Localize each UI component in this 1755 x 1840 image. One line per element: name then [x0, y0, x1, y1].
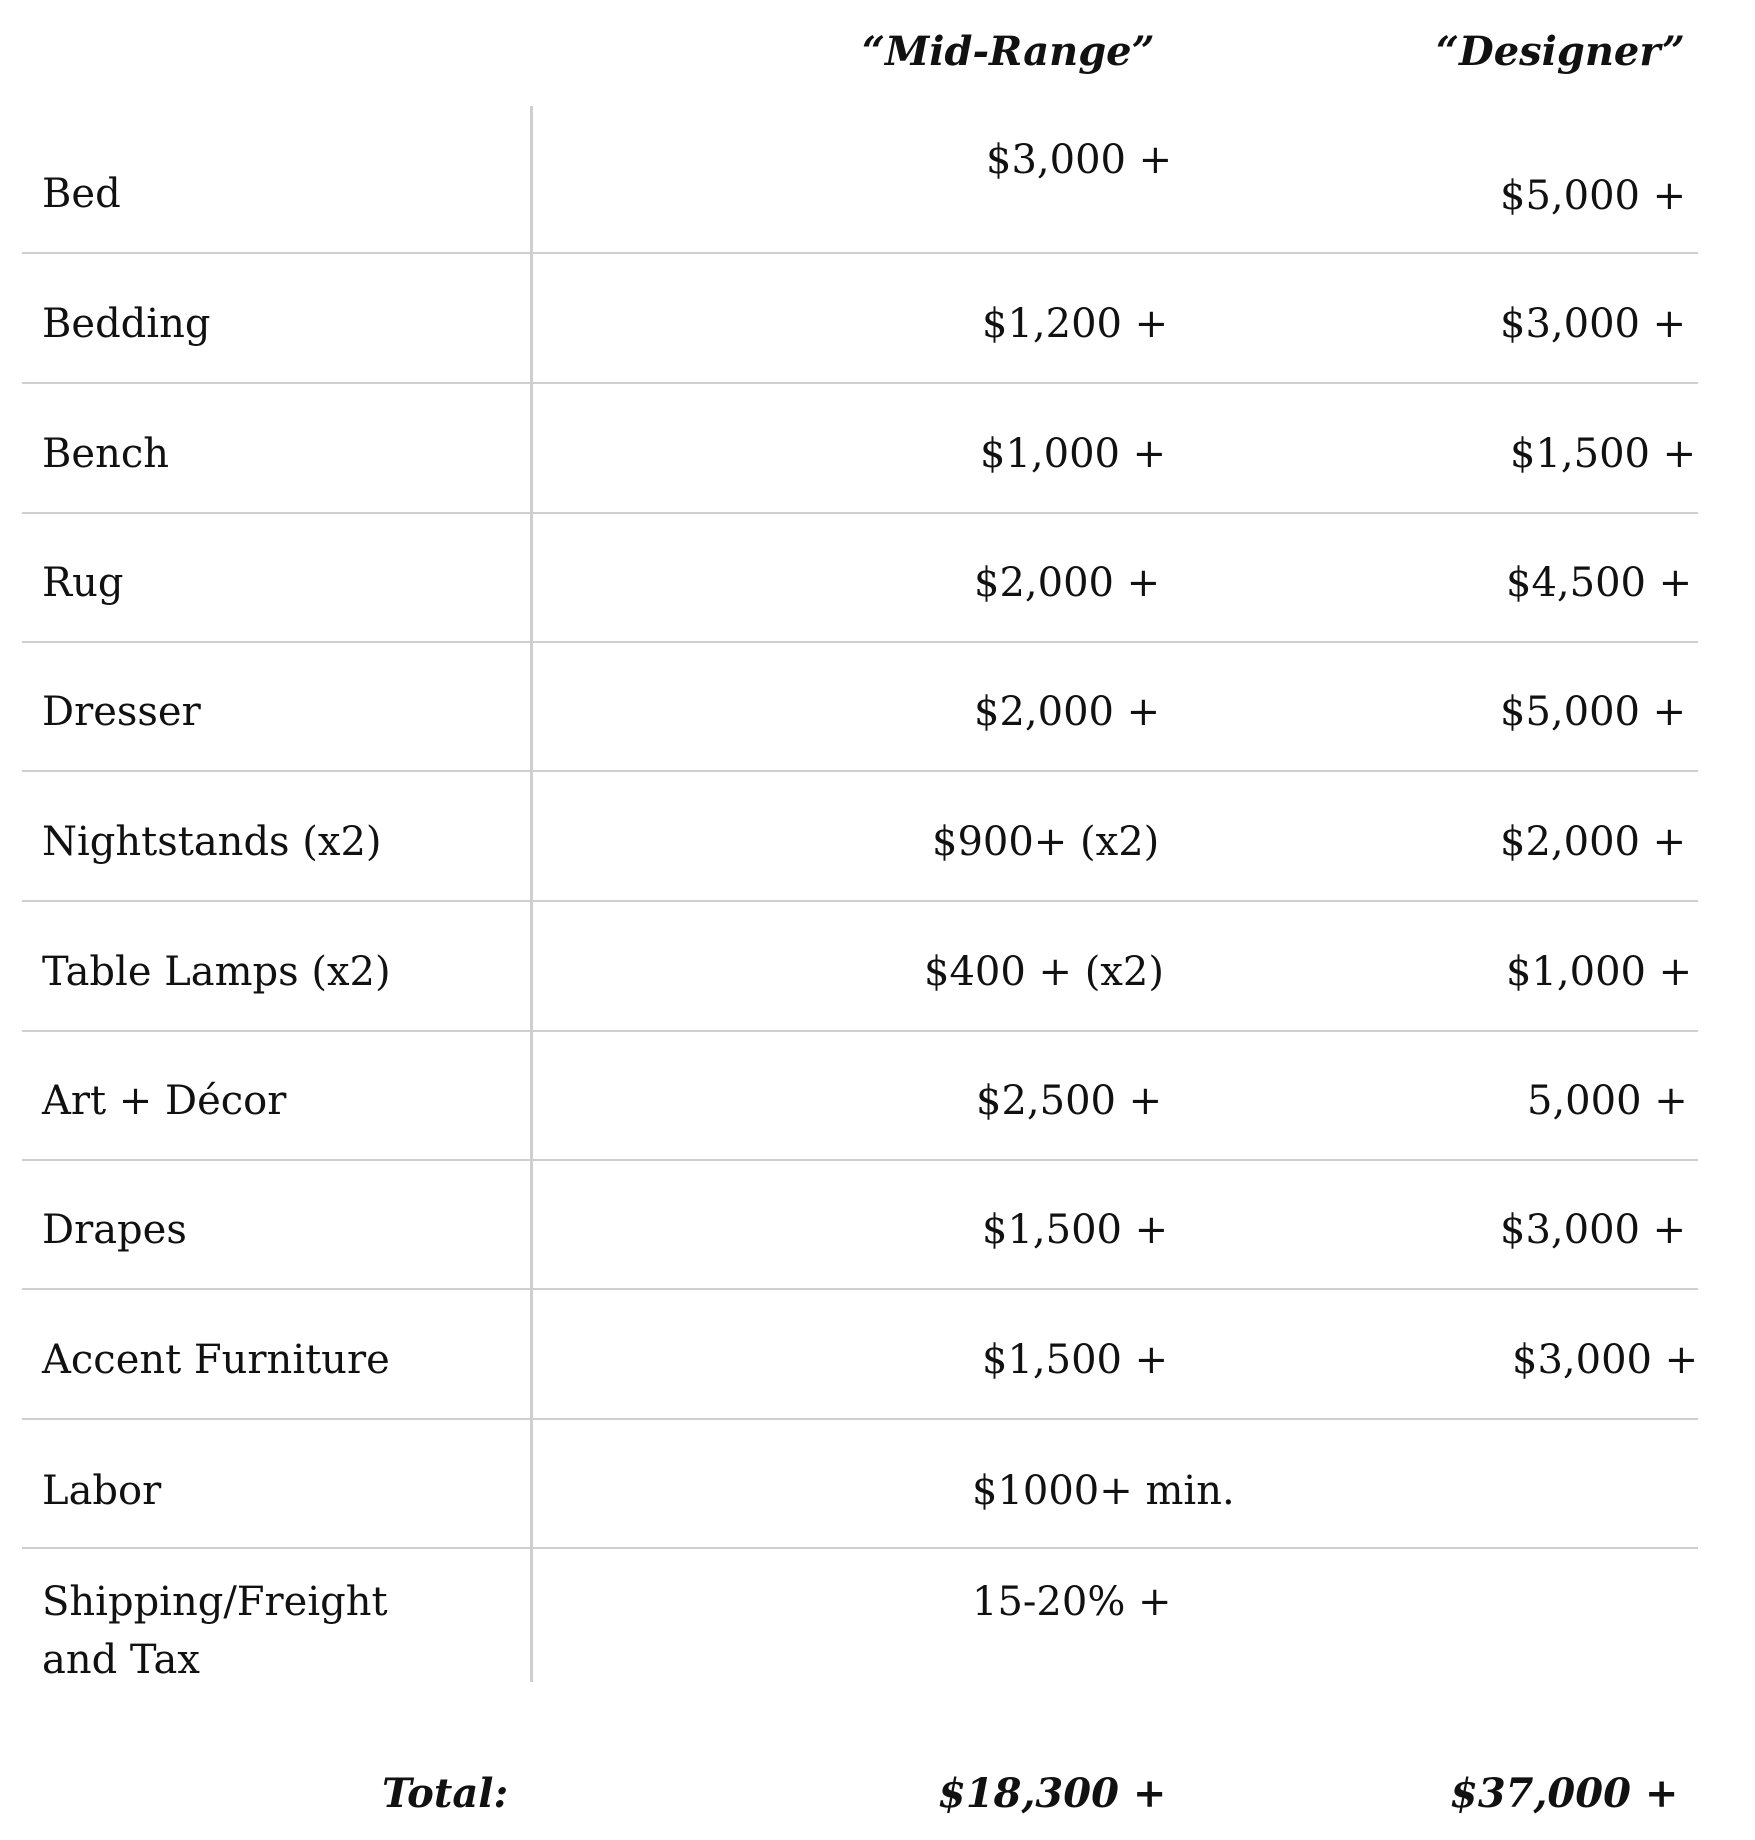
item-label: Art + Décor — [42, 1078, 287, 1124]
designer-price: $5,000 + — [1500, 689, 1687, 735]
table-row — [22, 1419, 1698, 1549]
item-label: Bed — [42, 171, 121, 217]
mid-range-price: $3,000 + — [986, 137, 1173, 183]
mid-range-price: $2,000 + — [974, 560, 1161, 606]
table-row — [22, 901, 1698, 1032]
table-row — [22, 513, 1698, 643]
designer-price: $2,000 + — [1500, 819, 1687, 865]
item-label: Drapes — [42, 1207, 187, 1253]
table-row — [22, 1031, 1698, 1161]
item-label-line1: Shipping/Freight — [42, 1579, 388, 1625]
table-row — [22, 383, 1698, 514]
total-mid-range: $18,300 + — [938, 1770, 1167, 1817]
mid-range-price: $400 + (x2) — [924, 949, 1164, 995]
item-label: Labor — [42, 1468, 162, 1514]
mid-range-price: $1,000 + — [980, 431, 1167, 477]
item-label: Table Lamps (x2) — [42, 949, 391, 995]
mid-range-price: 15-20% + — [972, 1579, 1172, 1625]
table-row — [22, 253, 1698, 384]
designer-price: $3,000 + — [1512, 1337, 1699, 1383]
item-label: Dresser — [42, 689, 201, 735]
table-row — [22, 771, 1698, 902]
item-label: Rug — [42, 560, 124, 606]
item-label: Nightstands (x2) — [42, 819, 382, 865]
header-mid-range: “Mid-Range” — [862, 28, 1155, 75]
item-label-line2: and Tax — [42, 1637, 200, 1683]
mid-range-price: $1000+ min. — [972, 1468, 1235, 1514]
mid-range-price: $2,000 + — [974, 689, 1161, 735]
mid-range-price: $1,200 + — [982, 301, 1169, 347]
total-label: Total: — [382, 1770, 509, 1817]
table-row — [22, 642, 1698, 772]
mid-range-price: $2,500 + — [976, 1078, 1163, 1124]
table-row — [22, 106, 1698, 254]
designer-price: $3,000 + — [1500, 1207, 1687, 1253]
item-label: Bench — [42, 431, 169, 477]
designer-price: $4,500 + — [1506, 560, 1693, 606]
total-designer: $37,000 + — [1450, 1770, 1679, 1817]
table-row — [22, 1289, 1698, 1420]
table-row — [22, 1548, 1698, 1682]
mid-range-price: $1,500 + — [982, 1207, 1169, 1253]
designer-price: $1,000 + — [1506, 949, 1693, 995]
designer-price: $3,000 + — [1500, 301, 1687, 347]
designer-price: 5,000 + — [1527, 1078, 1688, 1124]
mid-range-price: $1,500 + — [982, 1337, 1169, 1383]
item-label: Bedding — [42, 301, 211, 347]
designer-price: $5,000 + — [1500, 173, 1687, 219]
table-row — [22, 1160, 1698, 1290]
item-label: Accent Furniture — [42, 1337, 390, 1383]
designer-price: $1,500 + — [1510, 431, 1697, 477]
header-designer: “Designer” — [1436, 28, 1685, 75]
mid-range-price: $900+ (x2) — [932, 819, 1160, 865]
